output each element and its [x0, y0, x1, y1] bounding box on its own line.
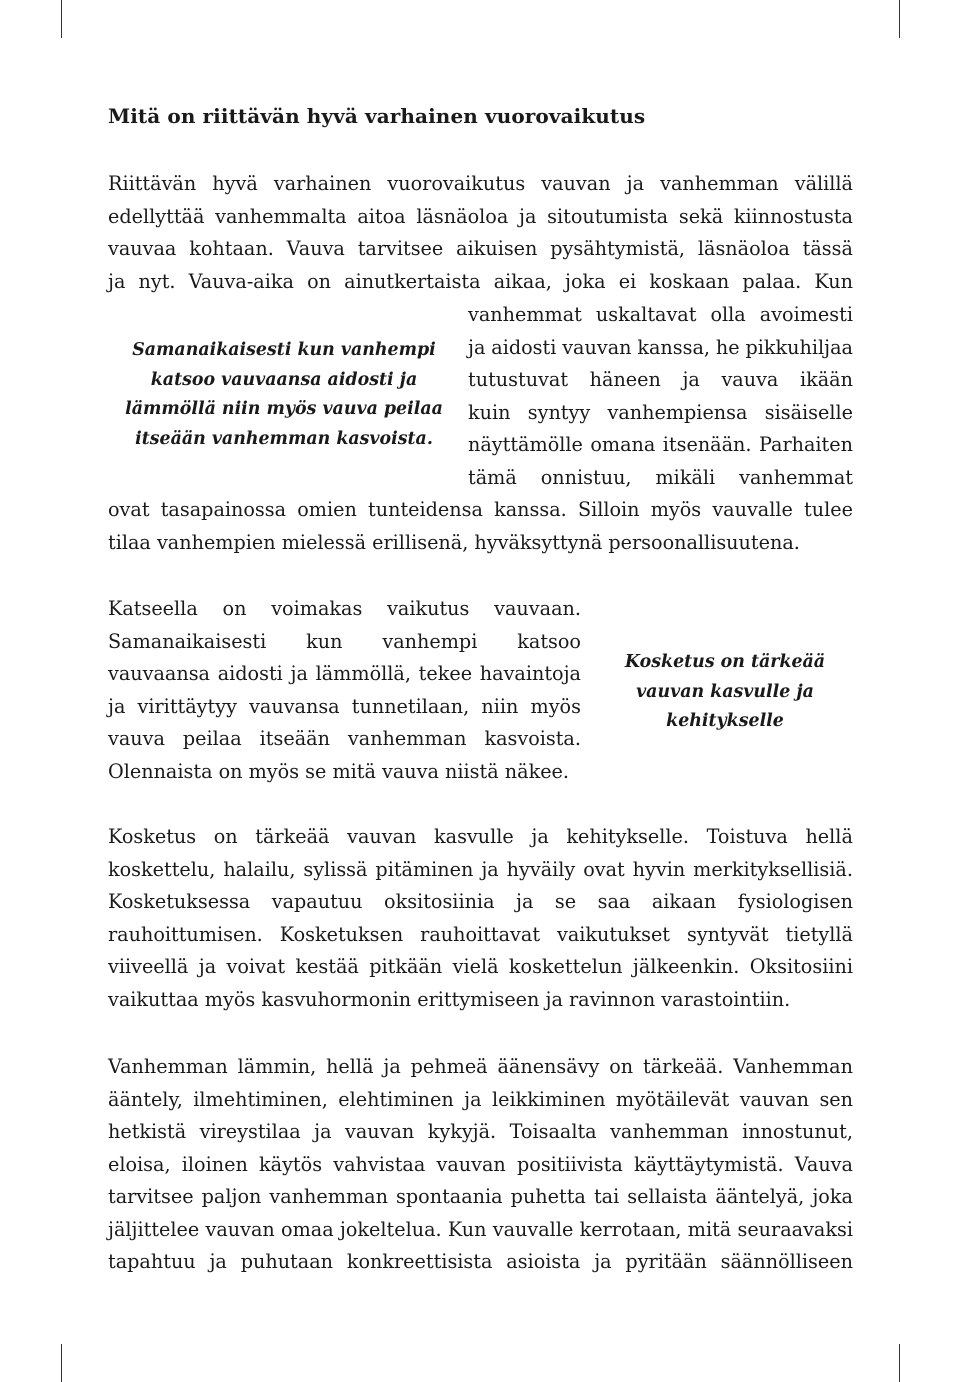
pull-quote-gaze	[108, 336, 460, 454]
text-line: Riittävän hyvä varhainen vuorovaikutus vauvan ja vanhemman välillä	[108, 172, 853, 195]
section-heading: Mitä on riittävän hyvä varhainen vuorovaikutus	[108, 104, 646, 128]
text-line: Kosketus on tärkeää vauvan kasvulle ja kehitykselle. Toistuva hellä	[108, 825, 853, 848]
crop-mark-top-left	[61, 0, 62, 38]
text-line: jäljittelee vauvan omaa jokeltelua. Kun vauvalle kerrotaan, mitä seuraavaksi	[108, 1217, 853, 1241]
text-line: tämä onnistuu, mikäli vanhemmat	[468, 465, 853, 489]
text-line: vauvaansa aidosti ja lämmöllä, tekee havaintoja	[108, 662, 581, 685]
text-line: näyttämölle omana itsenään. Parhaiten	[468, 433, 853, 456]
text-line: koskettelu, halailu, sylissä pitäminen ja hyväily ovat hyvin merkityksellisiä.	[108, 857, 853, 881]
text-line: vauvaa kohtaan. Vauva tarvitsee aikuisen pysähtymistä, läsnäoloa tässä	[108, 237, 853, 260]
text-line: rauhoittumisen. Kosketuksen rauhoittavat vaikutukset syntyvät tietyllä	[108, 922, 853, 946]
pull-quote-line: Kosketus on tärkeää	[624, 652, 826, 672]
text-line: viiveellä ja voivat kestää pitkään vielä koskettelun jälkeenkin. Oksitosiini	[108, 955, 853, 978]
pull-quote-line: vauvan kasvulle ja	[636, 681, 814, 702]
text-line: Kosketuksessa vapautuu oksitosiinia ja se saa aikaan fysiologisen	[108, 890, 853, 913]
pull-quote-touch	[600, 648, 850, 737]
text-line: tarvitsee paljon vanhemman spontaania puhetta tai sellaista ääntelyä, joka	[108, 1185, 853, 1208]
crop-mark-bottom-left	[61, 1344, 62, 1382]
paragraph-gaze	[108, 593, 581, 788]
pull-quote-line: itseään vanhemman kasvoista.	[135, 428, 433, 449]
paragraph-intro	[108, 168, 853, 298]
text-line: kuin syntyy vanhempiensa sisäiselle	[468, 400, 853, 424]
text-line: ja aidosti vauvan kanssa, he pikkuhiljaa	[468, 335, 853, 359]
text-line: eloisa, iloinen käytös vahvistaa vauvan positiivista käyttäytymistä. Vauva	[108, 1152, 853, 1176]
text-line: vaikuttaa myös kasvuhormonin erittymiseen ja ravinnon varastointiin.	[108, 987, 791, 1011]
paragraph-voice	[108, 1051, 853, 1279]
text-line: Katseella on voimakas vaikutus vauvaan.	[108, 597, 581, 620]
text-line: vanhemmat uskaltavat olla avoimesti	[468, 303, 853, 326]
paragraph-openness-continued	[108, 494, 853, 559]
pull-quote-line: Samanaikaisesti kun vanhempi	[132, 340, 436, 360]
pull-quote-line: kehitykselle	[666, 711, 784, 731]
paragraph-touch	[108, 821, 853, 1016]
crop-mark-top-right	[899, 0, 900, 38]
pull-quote-line: lämmöllä niin myös vauva peilaa	[125, 399, 443, 419]
text-line: Vanhemman lämmin, hellä ja pehmeä äänensävy on tärkeää. Vanhemman	[108, 1055, 853, 1078]
text-line: tilaa vanhempien mielessä erillisenä, hyväksyttynä persoonallisuutena.	[108, 530, 800, 554]
text-line: tutustuvat häneen ja vauva ikään	[468, 368, 853, 391]
text-line: tapahtuu ja puhutaan konkreettisista asioista ja pyritään säännölliseen	[108, 1250, 853, 1273]
text-line: edellyttää vanhemmalta aitoa läsnäoloa ja sitoutumista sekä kiinnostusta	[108, 204, 853, 228]
pull-quote-line: katsoo vauvaansa aidosti ja	[150, 369, 418, 390]
text-line: vauva peilaa itseään vanhemman kasvoista.	[108, 727, 581, 750]
text-line: ja virittäytyy vauvansa tunnetilaan, niin myös	[108, 694, 581, 718]
text-line: hetkistä vireystilaa ja vauvan kykyjä. Toisaalta vanhemman innostunut,	[108, 1120, 853, 1143]
crop-mark-bottom-right	[899, 1344, 900, 1382]
paragraph-openness-column	[468, 299, 853, 494]
text-line: ovat tasapainossa omien tunteidensa kanssa. Silloin myös vauvalle tulee	[108, 498, 853, 521]
text-line: Samanaikaisesti kun vanhempi katsoo	[108, 629, 581, 653]
text-line: ääntely, ilmehtiminen, elehtiminen ja leikkiminen myötäilevät vauvan sen	[108, 1087, 853, 1111]
text-line: ja nyt. Vauva-aika on ainutkertaista aikaa, joka ei koskaan palaa. Kun	[108, 269, 853, 293]
text-line: Olennaista on myös se mitä vauva niistä näkee.	[108, 759, 570, 783]
